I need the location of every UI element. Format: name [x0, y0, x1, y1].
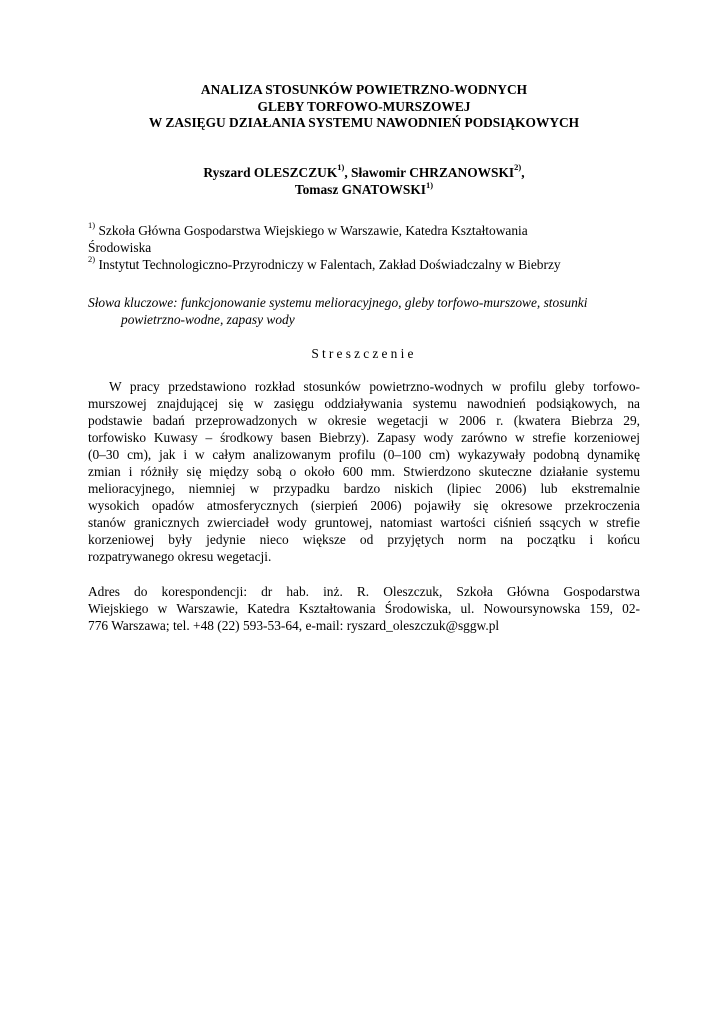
abstract-line: korzeniowej były jedynie nieco większe od przyjętych norm na początku i końcu [88, 531, 640, 547]
author-name: Ryszard OLESZCZUK [203, 164, 338, 180]
affiliation-mark: 2) [88, 254, 96, 265]
affiliation-text: Instytut Technologiczno-Przyrodniczy w Falentach, Zakład Doświadczalny w Biebrzy [95, 256, 561, 272]
author-line [88, 181, 640, 199]
abstract-line: stanów granicznych zwierciadeł wody gruntowej, natomiast wartości ciśnień ssących w strefie [88, 514, 640, 530]
affiliation-text: Szkoła Główna Gospodarstwa Wiejskiego w Warszawie, Katedra Kształtowania [95, 222, 528, 238]
affiliation-line [88, 256, 640, 273]
affiliation-line: Środowiska [88, 239, 152, 255]
keywords [88, 294, 640, 328]
title-line: ANALIZA STOSUNKÓW POWIETRZNO-WODNYCH [200, 82, 528, 97]
affiliation-list [88, 222, 640, 273]
abstract-line: podstawie badań przeprowadzonych w okresie wegetacji w 2006 r. (kwatera Biebrza 29, [88, 412, 640, 428]
author-affiliation-mark: 2) [514, 162, 522, 173]
correspondence-address [88, 583, 640, 634]
abstract-line: W pracy przedstawiono rozkład stosunków powietrzno-wodnych w profilu gleby torfowo- [109, 378, 640, 394]
abstract-line: zmian i różniły się między sobą o około 600 mm. Stwierdzono skuteczne działanie systemu [88, 463, 640, 479]
author-affiliation-mark: 1) [337, 162, 345, 173]
affiliation-mark: 1) [88, 220, 96, 231]
keywords-line: powietrzno-wodne, zapasy wody [121, 311, 295, 327]
abstract-line: torfowisko Kuwasy – środkowy basen Biebrzy). Zapasy wody zarówno w strefie korzeniowej [88, 429, 640, 445]
abstract-heading: Streszczenie [311, 345, 417, 361]
author-line [88, 164, 640, 182]
title-line: W ZASIĘGU DZIAŁANIA SYSTEMU NAWODNIEŃ PODSIĄKOWYCH [148, 115, 580, 130]
paper-page [88, 82, 640, 634]
author-separator: , [521, 164, 525, 180]
author-affiliation-mark: 1) [426, 179, 434, 190]
correspondence-line: Wiejskiego w Warszawie, Katedra Kształtowania Środowiska, ul. Nowoursynowska 159, 02- [88, 601, 640, 617]
title-line: GLEBY TORFOWO-MURSZOWEJ [257, 98, 471, 114]
correspondence-line: 776 Warszawa; tel. +48 (22) 593-53-64, e-mail: ryszard_oleszczuk@sggw.pl [88, 618, 500, 634]
abstract-line: wysokich opadów atmosferycznych (sierpień 2006) pojawiły się okresowe przekroczenia [88, 497, 640, 513]
author-name: Sławomir CHRZANOWSKI [351, 164, 515, 180]
paper-title [88, 82, 640, 132]
author-separator: , [344, 164, 352, 180]
abstract-paragraph [88, 378, 640, 566]
abstract-line: melioracyjnego, niemniej w przypadku bardzo niskich (lipiec 2006) lub ekstremalnie [88, 480, 640, 496]
abstract-line: murszowej znajdującej się w zasięgu oddziaływania systemu nawodnień podsiąkowych, na [88, 395, 640, 411]
correspondence-line: Adres do korespondencji: dr hab. inż. R. Oleszczuk, Szkoła Główna Gospodarstwa [88, 584, 640, 600]
affiliation-line [88, 222, 640, 239]
author-name: Tomasz GNATOWSKI [294, 182, 426, 197]
author-list [88, 164, 640, 199]
keywords-line: Słowa kluczowe: funkcjonowanie systemu melioracyjnego, gleby torfowo-murszowe, stosunki [88, 294, 588, 310]
abstract-line: rozpatrywanego okresu wegetacji. [88, 548, 272, 564]
abstract-line: (0–30 cm), jak i w całym analizowanym profilu (0–100 cm) wykazywały podobną dynamikę [88, 446, 640, 462]
